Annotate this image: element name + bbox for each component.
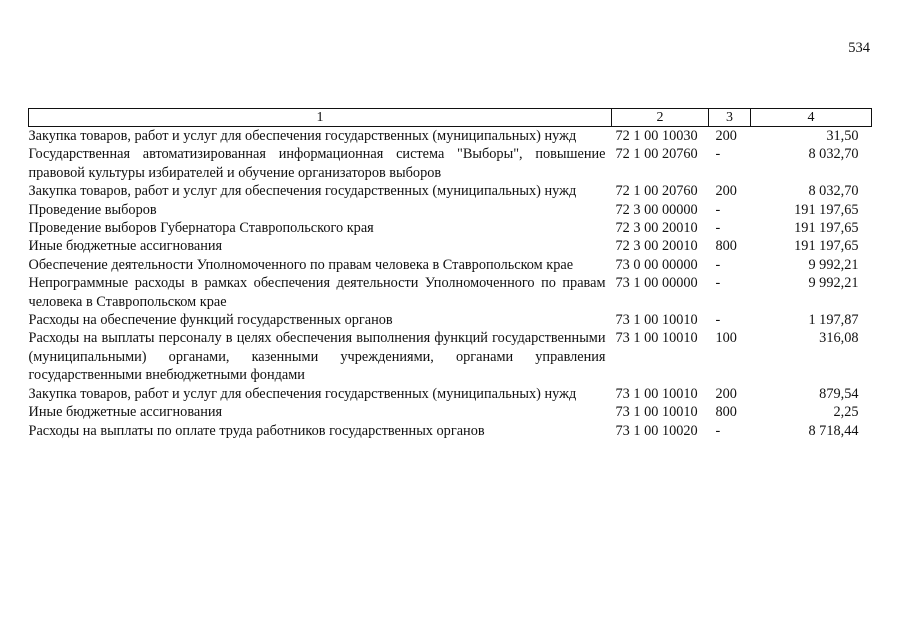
header-col-code: 2 [612, 109, 709, 127]
table-row [29, 145, 872, 182]
row-amount: 8 718,44 [808, 422, 859, 439]
row-name: Государственная автоматизированная информационная система "Выборы", повышение правовой культуры избирателей и обучение организаторов выборов [28, 146, 606, 181]
row-amount: 879,54 [819, 385, 859, 402]
header-col-amount: 4 [751, 109, 872, 127]
table-row [29, 182, 872, 200]
table-body [29, 127, 872, 440]
row-amount: 2,25 [833, 404, 859, 421]
row-type: - [715, 220, 721, 237]
row-name: Иные бюджетные ассигнования [28, 238, 223, 255]
row-code: 72 3 00 20010 [615, 238, 698, 255]
row-type: - [715, 256, 721, 273]
row-name: Расходы на выплаты по оплате труда работников государственных органов [28, 422, 485, 439]
table-row [29, 403, 872, 421]
row-type: 800 [715, 404, 737, 421]
row-name: Закупка товаров, работ и услуг для обеспечения государственных (муниципальных) нужд [28, 385, 577, 402]
row-amount: 9 992,21 [808, 256, 859, 273]
row-code: 73 1 00 10010 [615, 330, 698, 347]
table-row [29, 219, 872, 237]
row-code: 72 1 00 20760 [615, 146, 698, 163]
row-name: Закупка товаров, работ и услуг для обеспечения государственных (муниципальных) нужд [28, 128, 577, 144]
table-row [29, 201, 872, 219]
header-col-type: 3 [709, 109, 751, 127]
table-row [29, 274, 872, 311]
row-name: Закупка товаров, работ и услуг для обеспечения государственных (муниципальных) нужд [28, 183, 577, 200]
table-row [29, 311, 872, 329]
row-type: 200 [715, 385, 737, 402]
row-code: 73 1 00 00000 [615, 275, 698, 292]
row-type: 100 [715, 330, 737, 347]
row-amount: 1 197,87 [808, 312, 859, 329]
table-row [29, 127, 872, 146]
row-code: 73 1 00 10020 [615, 422, 698, 439]
row-amount: 8 032,70 [808, 146, 859, 163]
row-code: 73 0 00 00000 [615, 256, 698, 273]
row-name: Проведение выборов Губернатора Ставропольского края [28, 220, 374, 237]
row-code: 73 1 00 10010 [615, 404, 698, 421]
row-name: Непрограммные расходы в рамках обеспечения деятельности Уполномоченного по правам человека в Ставропольском крае [28, 275, 606, 310]
row-amount: 191 197,65 [794, 201, 859, 218]
row-type: - [715, 422, 721, 439]
row-name: Обеспечение деятельности Уполномоченного по правам человека в Ставропольском крае [28, 256, 574, 273]
row-type: 200 [715, 128, 737, 144]
header-row [29, 109, 872, 127]
row-amount: 191 197,65 [794, 220, 859, 237]
row-amount: 191 197,65 [794, 238, 859, 255]
row-code: 73 1 00 10010 [615, 385, 698, 402]
budget-table [28, 108, 872, 440]
row-name: Расходы на обеспечение функций государственных органов [28, 312, 393, 329]
row-code: 73 1 00 10010 [615, 312, 698, 329]
table-row [29, 422, 872, 440]
table-header [29, 109, 872, 127]
table-row [29, 256, 872, 274]
row-type: - [715, 312, 721, 329]
header-col-name: 1 [29, 109, 612, 127]
row-type: 200 [715, 183, 737, 200]
row-code: 72 1 00 10030 [615, 128, 698, 144]
row-amount: 31,50 [826, 128, 859, 144]
row-amount: 9 992,21 [808, 275, 859, 292]
row-code: 72 3 00 00000 [615, 201, 698, 218]
table-row [29, 385, 872, 403]
row-type: - [715, 146, 721, 163]
row-code: 72 3 00 20010 [615, 220, 698, 237]
row-type: - [715, 201, 721, 218]
row-type: 800 [715, 238, 737, 255]
row-amount: 316,08 [819, 330, 859, 347]
row-type: - [715, 275, 721, 292]
row-name: Проведение выборов [28, 201, 157, 218]
row-amount: 8 032,70 [808, 183, 859, 200]
row-code: 72 1 00 20760 [615, 183, 698, 200]
table-row [29, 329, 872, 384]
table-row [29, 237, 872, 255]
row-name: Иные бюджетные ассигнования [28, 404, 223, 421]
row-name: Расходы на выплаты персоналу в целях обеспечения выполнения функций государственными (муниципальными) органами, казенными учреждениями, органами управления государственными внебюджетными фондами [28, 330, 606, 384]
page-number: 534 [848, 40, 870, 56]
